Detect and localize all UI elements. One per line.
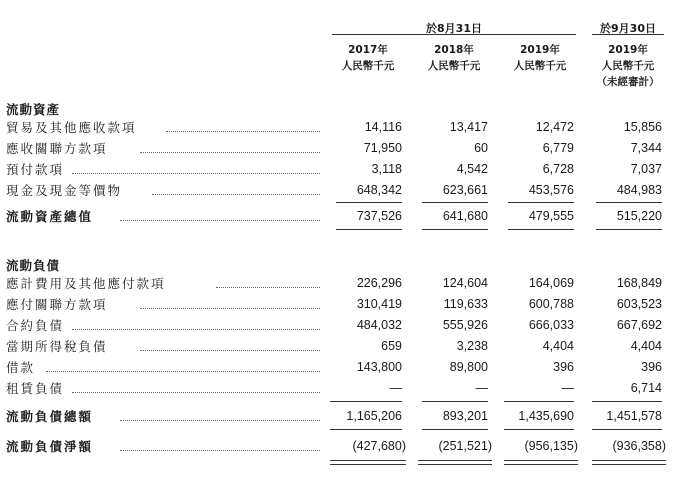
table-row xyxy=(0,117,700,138)
value-2019-sep: 4,404 xyxy=(630,339,662,353)
column-unit: 人民幣千元 xyxy=(601,60,655,72)
total-rule xyxy=(592,429,662,430)
double-rule xyxy=(418,460,492,465)
leader-dots xyxy=(46,371,320,372)
subtotal-rule xyxy=(422,401,488,402)
subtotal-rule xyxy=(422,202,488,203)
leader-dots xyxy=(120,420,320,421)
double-rule xyxy=(592,460,666,465)
value-2019-aug: 6,728 xyxy=(542,162,574,176)
value-2017: 648,342 xyxy=(356,183,402,197)
group-header-aug31: 於8月31日 xyxy=(426,22,482,35)
value-2017: 1,165,206 xyxy=(346,409,402,423)
value-2018: 124,604 xyxy=(442,276,488,290)
row-label: 現金及現金等價物 xyxy=(6,183,123,198)
value-2017: 14,116 xyxy=(364,120,402,134)
table-row xyxy=(0,294,700,315)
value-2018: 119,633 xyxy=(443,297,488,311)
value-2017: 737,526 xyxy=(356,209,402,223)
table-row xyxy=(0,357,700,378)
value-2019-aug: 479,555 xyxy=(528,209,574,223)
subtotal-rule xyxy=(508,202,574,203)
leader-dots xyxy=(72,173,320,174)
table-row xyxy=(0,273,700,294)
total-rule xyxy=(508,229,574,230)
value-2018: — xyxy=(475,381,488,395)
total-rule xyxy=(422,429,488,430)
value-2018: 4,542 xyxy=(456,162,488,176)
value-2019-aug: 453,576 xyxy=(528,183,574,197)
column-note: （未經審計） xyxy=(596,76,660,88)
column-header-2019-sep xyxy=(592,42,664,90)
leader-dots xyxy=(152,194,320,195)
table-row xyxy=(0,180,700,201)
column-unit: 人民幣千元 xyxy=(427,60,481,72)
leader-dots xyxy=(120,450,320,451)
row-label: 流動負債淨額 xyxy=(6,439,94,454)
value-2018: 641,680 xyxy=(442,209,488,223)
row-label: 租賃負債 xyxy=(6,381,65,396)
subtotal-rule xyxy=(592,401,662,402)
subtotal-rule xyxy=(330,401,402,402)
value-2018: 89,800 xyxy=(449,360,488,374)
row-label: 應收關聯方款項 xyxy=(6,141,108,156)
total-rule xyxy=(336,229,402,230)
value-2019-aug: 600,788 xyxy=(528,297,574,311)
value-2017: 143,800 xyxy=(356,360,402,374)
table-row xyxy=(0,315,700,336)
row-label: 借款 xyxy=(6,360,36,375)
column-year: 2019年 xyxy=(520,44,560,56)
column-year: 2017年 xyxy=(348,44,388,56)
total-rule xyxy=(596,229,662,230)
section-title-current-liabilities: 流動負債 xyxy=(6,258,61,273)
value-2019-sep: 667,692 xyxy=(616,318,662,332)
value-2019-sep: 484,983 xyxy=(616,183,662,197)
row-label: 流動資產總值 xyxy=(6,209,94,224)
value-2018: (251,521) xyxy=(438,439,492,453)
net-row xyxy=(0,436,700,457)
value-2019-sep: 1,451,578 xyxy=(606,409,662,423)
value-2017: 310,419 xyxy=(356,297,402,311)
value-2019-sep: 15,856 xyxy=(623,120,662,134)
value-2017: — xyxy=(389,381,402,395)
column-unit: 人民幣千元 xyxy=(513,60,567,72)
value-2019-aug: 396 xyxy=(553,360,574,374)
row-label: 合約負債 xyxy=(6,318,65,333)
leader-dots xyxy=(72,392,320,393)
value-2018: 893,201 xyxy=(442,409,488,423)
value-2018: 555,926 xyxy=(442,318,488,332)
value-2018: 3,238 xyxy=(456,339,488,353)
column-unit: 人民幣千元 xyxy=(341,60,395,72)
group-rule-sep30 xyxy=(592,34,664,35)
value-2017: 484,032 xyxy=(356,318,402,332)
value-2019-sep: 396 xyxy=(641,360,662,374)
leader-dots xyxy=(140,308,320,309)
table-row xyxy=(0,378,700,399)
total-row-current-liabilities xyxy=(0,406,700,427)
value-2019-aug: (956,135) xyxy=(524,439,578,453)
value-2017: (427,680) xyxy=(352,439,406,453)
value-2018: 13,417 xyxy=(449,120,488,134)
value-2019-aug: 12,472 xyxy=(535,120,574,134)
subtotal-rule xyxy=(596,202,662,203)
row-label: 應計費用及其他應付款項 xyxy=(6,276,166,291)
value-2018: 623,661 xyxy=(442,183,488,197)
value-2019-aug: 666,033 xyxy=(528,318,574,332)
subtotal-rule xyxy=(336,202,402,203)
table-row xyxy=(0,138,700,159)
row-label: 貿易及其他應收款項 xyxy=(6,120,137,135)
value-2017: 226,296 xyxy=(356,276,402,290)
value-2019-aug: 6,779 xyxy=(542,141,574,155)
value-2017: 71,950 xyxy=(363,141,402,155)
group-header-sep30: 於9月30日 xyxy=(600,22,656,35)
row-label: 預付款項 xyxy=(6,162,65,177)
leader-dots xyxy=(120,220,320,221)
value-2019-sep: 6,714 xyxy=(630,381,662,395)
column-year: 2019年 xyxy=(608,44,648,56)
row-label: 當期所得稅負債 xyxy=(6,339,108,354)
value-2017: 3,118 xyxy=(371,162,402,176)
subtotal-rule xyxy=(504,401,574,402)
double-rule xyxy=(504,460,578,465)
value-2019-sep: (936,358) xyxy=(612,439,666,453)
table-row xyxy=(0,336,700,357)
leader-dots xyxy=(140,152,320,153)
value-2019-sep: 168,849 xyxy=(616,276,662,290)
leader-dots xyxy=(166,131,320,132)
column-year: 2018年 xyxy=(434,44,474,56)
column-header-2018 xyxy=(418,42,490,74)
leader-dots xyxy=(216,287,320,288)
value-2019-sep: 7,037 xyxy=(630,162,662,176)
double-rule xyxy=(330,460,406,465)
value-2019-aug: — xyxy=(561,381,574,395)
table-row xyxy=(0,159,700,180)
value-2017: 659 xyxy=(381,339,402,353)
group-rule-aug31 xyxy=(332,34,576,35)
total-rule xyxy=(330,429,402,430)
value-2019-aug: 4,404 xyxy=(542,339,574,353)
total-rule xyxy=(422,229,488,230)
value-2019-sep: 7,344 xyxy=(630,141,662,155)
value-2019-aug: 164,069 xyxy=(528,276,574,290)
value-2018: 60 xyxy=(474,141,488,155)
section-title-current-assets: 流動資產 xyxy=(6,102,61,117)
value-2019-sep: 515,220 xyxy=(616,209,662,223)
column-header-2017 xyxy=(332,42,404,74)
leader-dots xyxy=(140,350,320,351)
row-label: 應付關聯方款項 xyxy=(6,297,108,312)
value-2019-aug: 1,435,690 xyxy=(518,409,574,423)
total-rule xyxy=(504,429,574,430)
total-row-current-assets xyxy=(0,206,700,227)
value-2019-sep: 603,523 xyxy=(616,297,662,311)
column-header-2019-aug xyxy=(504,42,576,74)
leader-dots xyxy=(72,329,320,330)
row-label: 流動負債總額 xyxy=(6,409,94,424)
